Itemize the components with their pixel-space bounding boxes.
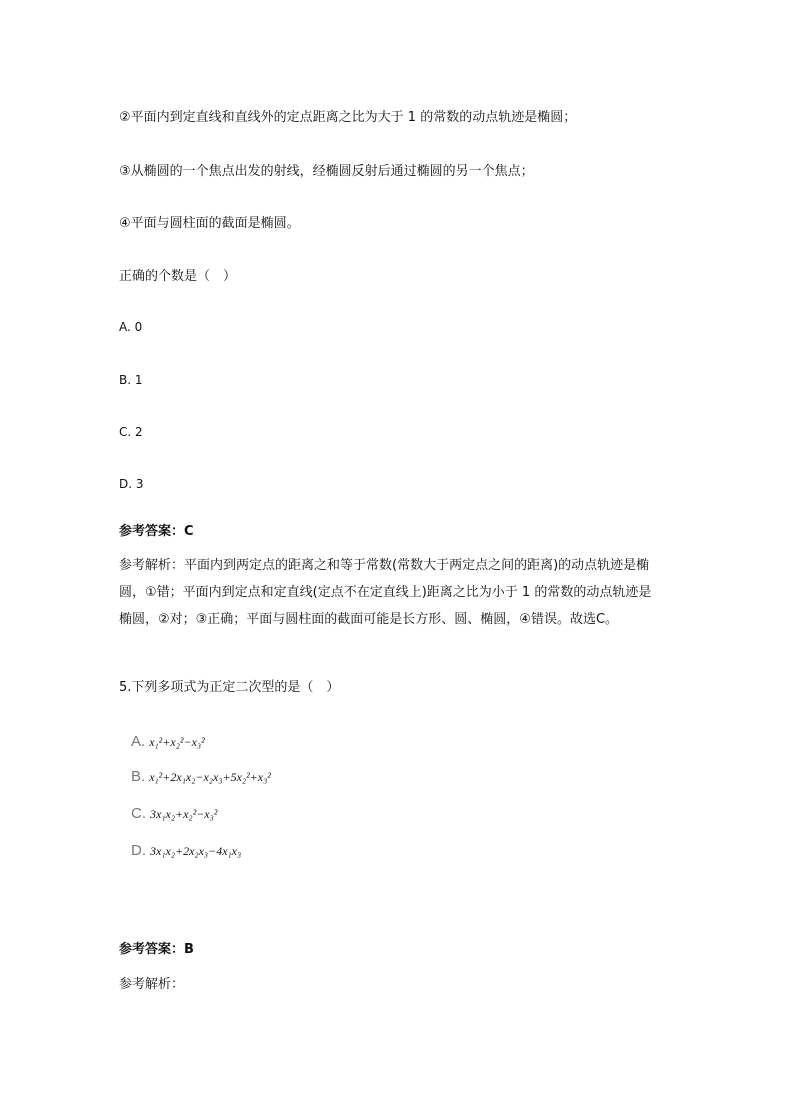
formula: x₁²+x₂²−x₃² (149, 735, 205, 749)
option-b: B. 1 (119, 373, 143, 387)
q5-option-b (131, 768, 271, 785)
analysis: 参考解析：平面内到两定点的距离之和等于常数(常数大于两定点之间的距离)的动点轨迹是椭圆，①错；平面内到定点和定直线(定点不在定直线上)距离之比为小于 1 的常数的动点轨迹是椭圆，②对；③正确；平面与圆柱面的截面可能是长方形、圆、椭圆，④错误。故选C。 (119, 558, 652, 627)
option-label: B. (131, 768, 146, 785)
question-prompt: 正确的个数是（ ） (119, 269, 237, 284)
answer: 参考答案：C (119, 524, 194, 539)
option-a: A. 0 (119, 320, 143, 334)
statement-4: ④平面与圆柱面的截面是椭圆。 (119, 216, 300, 231)
option-label: D. (131, 842, 146, 859)
q5-analysis: 参考解析： (119, 977, 185, 992)
option-c: C. 2 (119, 425, 143, 439)
option-label: A. (131, 733, 146, 750)
option-d: D. 3 (119, 477, 144, 491)
q5-title: 5.下列多项式为正定二次型的是（ ） (119, 680, 340, 695)
q5-answer: 参考答案：B (119, 942, 194, 957)
q5-option-d (131, 842, 241, 859)
formula: x₁²+2x₁x₂−x₂x₃+5x₂²+x₃² (149, 770, 271, 784)
option-label: C. (131, 805, 146, 822)
q5-option-c (131, 805, 217, 822)
q5-option-a (131, 733, 205, 750)
statement-3: ③从椭圆的一个焦点出发的射线，经椭圆反射后通过椭圆的另一个焦点； (119, 164, 534, 179)
statement-2: ②平面内到定直线和直线外的定点距离之比为大于 1 的常数的动点轨迹是椭圆； (119, 110, 577, 125)
formula: 3x₁x₂+x₂²−x₃² (150, 807, 218, 821)
formula: 3x₁x₂+2x₂x₃−4x₁x₃ (150, 844, 242, 858)
